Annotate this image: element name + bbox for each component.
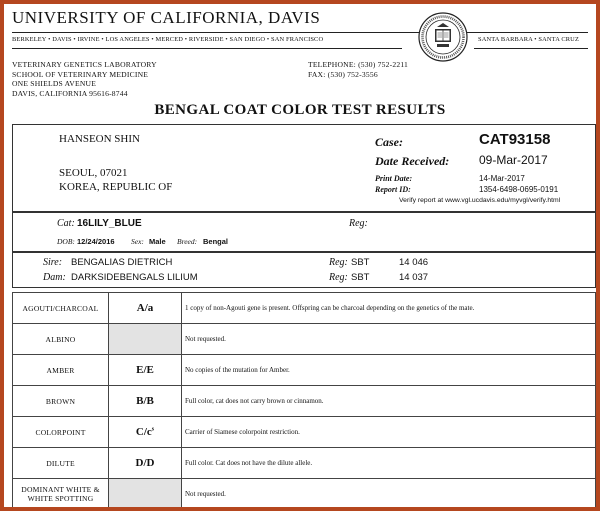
header-rule-left xyxy=(12,48,402,49)
sire-label: Sire: xyxy=(43,257,63,268)
university-seal-icon xyxy=(418,12,468,62)
campus-list-right: SANTA BARBARA • SANTA CRUZ xyxy=(478,36,580,43)
genotype-text: C/c xyxy=(135,426,152,438)
gene-name: ALBINO xyxy=(13,324,109,355)
table-row xyxy=(13,355,596,386)
sire-reg-label: Reg: xyxy=(329,257,348,268)
telephone-line: TELEPHONE: (530) 752-2211 xyxy=(308,60,409,69)
campus-name: LOS ANGELES xyxy=(105,36,150,43)
report-title: BENGAL COAT COLOR TEST RESULTS xyxy=(154,102,446,118)
genotype-result xyxy=(109,324,182,355)
report-id-label: Report ID: xyxy=(375,185,411,194)
campus-name: SANTA BARBARA xyxy=(478,36,533,43)
campus-name: SAN FRANCISCO xyxy=(271,36,324,43)
fax-line: FAX: (530) 752-3556 xyxy=(308,69,378,79)
genotype-result: E/E xyxy=(109,355,182,386)
owner-city: SEOUL, 07021 xyxy=(59,167,128,179)
header-rule-top xyxy=(12,32,588,33)
table-row xyxy=(13,386,596,417)
genotype-result: D/D xyxy=(109,448,182,479)
table-row xyxy=(13,324,596,355)
result-description: 1 copy of non-Agouti gene is present. Offspring can be charcoal depending on the genetics of the mate. xyxy=(182,293,596,324)
address-line: ONE SHIELDS AVENUE xyxy=(12,79,97,89)
print-date-label: Print Date: xyxy=(375,174,413,183)
campus-list-left: BERKELEY • DAVIS • IRVINE • LOS ANGELES • MERCED • RIVERSIDE • SAN DIEGO • SAN FRANCISCO xyxy=(12,36,324,43)
report-page xyxy=(8,8,592,503)
campus-name: SAN DIEGO xyxy=(229,36,266,43)
campus-name: SANTA CRUZ xyxy=(538,36,580,43)
campus-name: IRVINE xyxy=(77,36,100,43)
dam-name: DARKSIDEBENGALS LILIUM xyxy=(71,272,198,283)
owner-country: KOREA, REPUBLIC OF xyxy=(59,181,173,193)
cat-reg-label: Reg: xyxy=(349,218,368,229)
table-row xyxy=(13,448,596,479)
sire-name: BENGALIAS DIETRICH xyxy=(71,257,173,268)
campus-name: BERKELEY xyxy=(12,36,47,43)
dam-reg-org: SBT xyxy=(351,272,370,283)
dob-label: DOB: xyxy=(57,237,75,246)
table-row xyxy=(13,479,596,510)
sire-reg-org: SBT xyxy=(351,257,370,268)
gene-name-line: DOMINANT WHITE & xyxy=(21,485,100,494)
date-received-value: 09-Mar-2017 xyxy=(479,153,548,167)
university-name: UNIVERSITY OF CALIFORNIA, DAVIS xyxy=(12,8,321,27)
result-description: No copies of the mutation for Amber. xyxy=(182,355,596,386)
address-line: VETERINARY GENETICS LABORATORY xyxy=(12,60,157,69)
result-description: Full color, cat does not carry brown or cinnamon. xyxy=(182,386,596,417)
gene-name: DILUTE xyxy=(13,448,109,479)
dam-reg-number: 14 037 xyxy=(399,272,429,283)
address-line: DAVIS, CALIFORNIA 95616-8744 xyxy=(12,88,128,98)
gene-name: AMBER xyxy=(13,355,109,386)
genotype-result xyxy=(109,417,182,448)
case-number: CAT93158 xyxy=(479,131,551,148)
date-received-label: Date Received: xyxy=(375,154,450,168)
breed-label: Breed: xyxy=(177,237,198,246)
sex-label: Sex: xyxy=(131,237,144,246)
result-description: Carrier of Siamese colorpoint restriction. xyxy=(182,417,596,448)
gene-name-line: WHITE SPOTTING xyxy=(27,494,94,503)
table-row xyxy=(13,293,596,324)
campus-name: DAVIS xyxy=(52,36,72,43)
breed-value: Bengal xyxy=(203,237,229,246)
dam-label: Dam: xyxy=(43,272,66,283)
table-row xyxy=(13,417,596,448)
genotype-result xyxy=(109,479,182,510)
gene-name: COLORPOINT xyxy=(13,417,109,448)
result-description: Not requested. xyxy=(182,324,596,355)
report-id-value: 1354-6498-0695-0191 xyxy=(479,185,559,194)
owner-name: HANSEON SHIN xyxy=(59,133,140,145)
genotype-result: A/a xyxy=(109,293,182,324)
case-label: Case: xyxy=(375,135,403,149)
results-table xyxy=(12,292,596,510)
address-line: SCHOOL OF VETERINARY MEDICINE xyxy=(12,69,149,79)
result-description: Not requested. xyxy=(182,479,596,510)
dob-value: 12/24/2016 xyxy=(77,237,115,246)
header-rule-right xyxy=(474,48,588,49)
genotype-superscript: s xyxy=(151,426,155,433)
result-description: Full color. Cat does not have the dilute allele. xyxy=(182,448,596,479)
sire-reg-number: 14 046 xyxy=(399,257,429,268)
lab-contact xyxy=(308,60,408,79)
gene-name: AGOUTI/CHARCOAL xyxy=(13,293,109,324)
gene-name xyxy=(13,479,109,510)
parents-box xyxy=(12,252,596,288)
cat-label: Cat: xyxy=(57,218,75,229)
lab-address xyxy=(12,60,157,98)
cat-info-box xyxy=(12,212,596,252)
print-date-value: 14-Mar-2017 xyxy=(479,174,525,183)
campus-name: MERCED xyxy=(155,36,184,43)
dam-reg-label: Reg: xyxy=(329,272,348,283)
campus-name: RIVERSIDE xyxy=(188,36,224,43)
verify-note: Verify report at www.vgl.ucdavis.edu/myvgl/verify.html xyxy=(399,197,561,204)
genotype-result: B/B xyxy=(109,386,182,417)
owner-case-box xyxy=(12,124,596,212)
cat-name: 16LILY_BLUE xyxy=(77,218,142,229)
gene-name: BROWN xyxy=(13,386,109,417)
sex-value: Male xyxy=(149,237,166,246)
